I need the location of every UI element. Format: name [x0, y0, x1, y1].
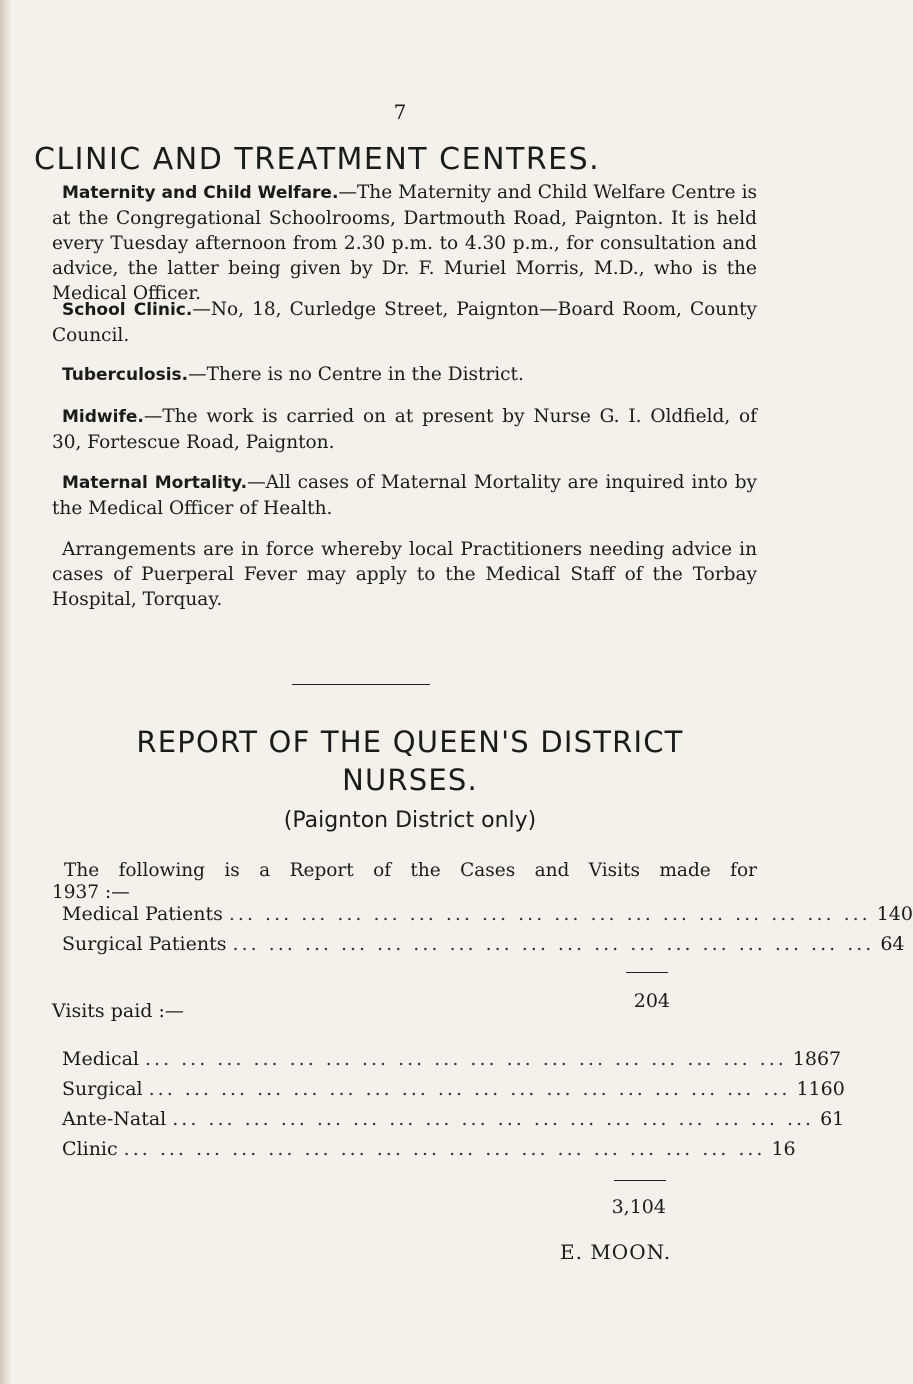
tuberculosis-heading: Tuberculosis.: [62, 365, 189, 385]
school-clinic-heading: School Clinic.: [62, 300, 193, 320]
intro-word: made: [659, 860, 711, 881]
midwife-paragraph: [52, 404, 757, 455]
leader-dots: ... ... ... ... ... ... ... ... ... ... ... ... ... ... ... ... ... ...: [123, 1138, 766, 1160]
maternal-mortality-heading: Maternal Mortality.: [62, 473, 248, 493]
report-subtitle: (Paignton District only): [283, 808, 537, 833]
intro-word: a: [259, 860, 271, 881]
row-value: 140: [876, 903, 913, 925]
row-label: Surgical: [62, 1078, 143, 1100]
row-label: Medical Patients: [62, 903, 223, 925]
leader-dots: ... ... ... ... ... ... ... ... ... ... ... ... ... ... ... ... ... ...: [228, 903, 871, 925]
visits-heading: Visits paid :—: [52, 1000, 184, 1022]
maternity-text: —The Maternity and Child Welfare Centre is at the Congregational Schoolrooms, Dartmouth Road, Paignton. It is held every Tuesday afternoon from 2.30 p.m. to 4.30 p.m., for consultation and advice, the latter being given by Dr. F. Muriel Morris, M.D., who is the Medical Officer.: [52, 182, 757, 304]
section-divider: [292, 684, 430, 685]
row-label: Clinic: [62, 1138, 118, 1160]
row-value: 64: [880, 933, 905, 955]
sum-rule: [626, 972, 668, 973]
intro-word: of: [373, 860, 392, 881]
maternal-mortality-text: —All cases of Maternal Mortality are inquired into by the Medical Officer of Health.: [52, 472, 757, 519]
arrangements-paragraph: Arrangements are in force whereby local Practitioners needing advice in cases of Puerperal Fever may apply to the Medical Staff of the Torbay Hospital, Torquay.: [52, 539, 757, 610]
row-value: 1160: [796, 1078, 845, 1100]
tuberculosis-text: —There is no Centre in the District.: [188, 364, 524, 385]
leader-dots: ... ... ... ... ... ... ... ... ... ... ... ... ... ... ... ... ... ...: [172, 1108, 815, 1130]
midwife-heading: Midwife.: [62, 407, 144, 427]
intro-word: Report: [289, 860, 354, 881]
row-label: Medical: [62, 1048, 139, 1070]
maternal-mortality-paragraph: [52, 470, 757, 521]
page-number: 7: [393, 100, 407, 124]
section-title: CLINIC AND TREATMENT CENTRES.: [34, 142, 601, 177]
signature: E. MOON.: [560, 1240, 672, 1264]
tuberculosis-paragraph: [52, 362, 757, 388]
patients-total: 204: [633, 990, 670, 1012]
table-row: [62, 1078, 845, 1104]
sum-rule: [614, 1180, 666, 1181]
school-clinic-text: —No, 18, Curledge Street, Paignton—Board Room, County Council.: [52, 299, 757, 346]
intro-line-1: [52, 860, 757, 882]
table-row: [62, 903, 913, 929]
row-value: 1867: [792, 1048, 842, 1070]
leader-dots: ... ... ... ... ... ... ... ... ... ... ... ... ... ... ... ... ... ...: [148, 1078, 791, 1100]
row-value: 61: [820, 1108, 845, 1130]
intro-word: Visits: [588, 860, 641, 881]
page-binding-edge: [0, 0, 12, 1384]
row-value: 16: [771, 1138, 796, 1160]
table-row: [62, 1048, 842, 1074]
midwife-text: —The work is carried on at present by Nurse G. I. Oldfield, of 30, Fortescue Road, Paignton.: [52, 406, 757, 453]
report-intro: [52, 860, 757, 904]
intro-word: Cases: [460, 860, 516, 881]
intro-word: is: [224, 860, 240, 881]
report-title: REPORT OF THE QUEEN'S DISTRICT NURSES.: [136, 725, 684, 797]
intro-word: The: [64, 860, 100, 881]
intro-word: for: [730, 860, 757, 881]
visits-total: 3,104: [611, 1196, 666, 1218]
school-clinic-paragraph: [52, 297, 757, 348]
row-label: Ante-Natal: [62, 1108, 167, 1130]
leader-dots: ... ... ... ... ... ... ... ... ... ... ... ... ... ... ... ... ... ...: [232, 933, 875, 955]
maternity-heading: Maternity and Child Welfare.: [62, 183, 339, 203]
table-row: [62, 1138, 796, 1164]
intro-word: the: [410, 860, 441, 881]
leader-dots: ... ... ... ... ... ... ... ... ... ... ... ... ... ... ... ... ... ...: [144, 1048, 787, 1070]
table-row: [62, 1108, 845, 1134]
row-label: Surgical Patients: [62, 933, 227, 955]
table-row: [62, 933, 905, 959]
maternity-paragraph: [52, 180, 757, 306]
intro-word: and: [534, 860, 570, 881]
intro-line-2: 1937 :—: [52, 882, 130, 903]
intro-word: following: [118, 860, 206, 881]
